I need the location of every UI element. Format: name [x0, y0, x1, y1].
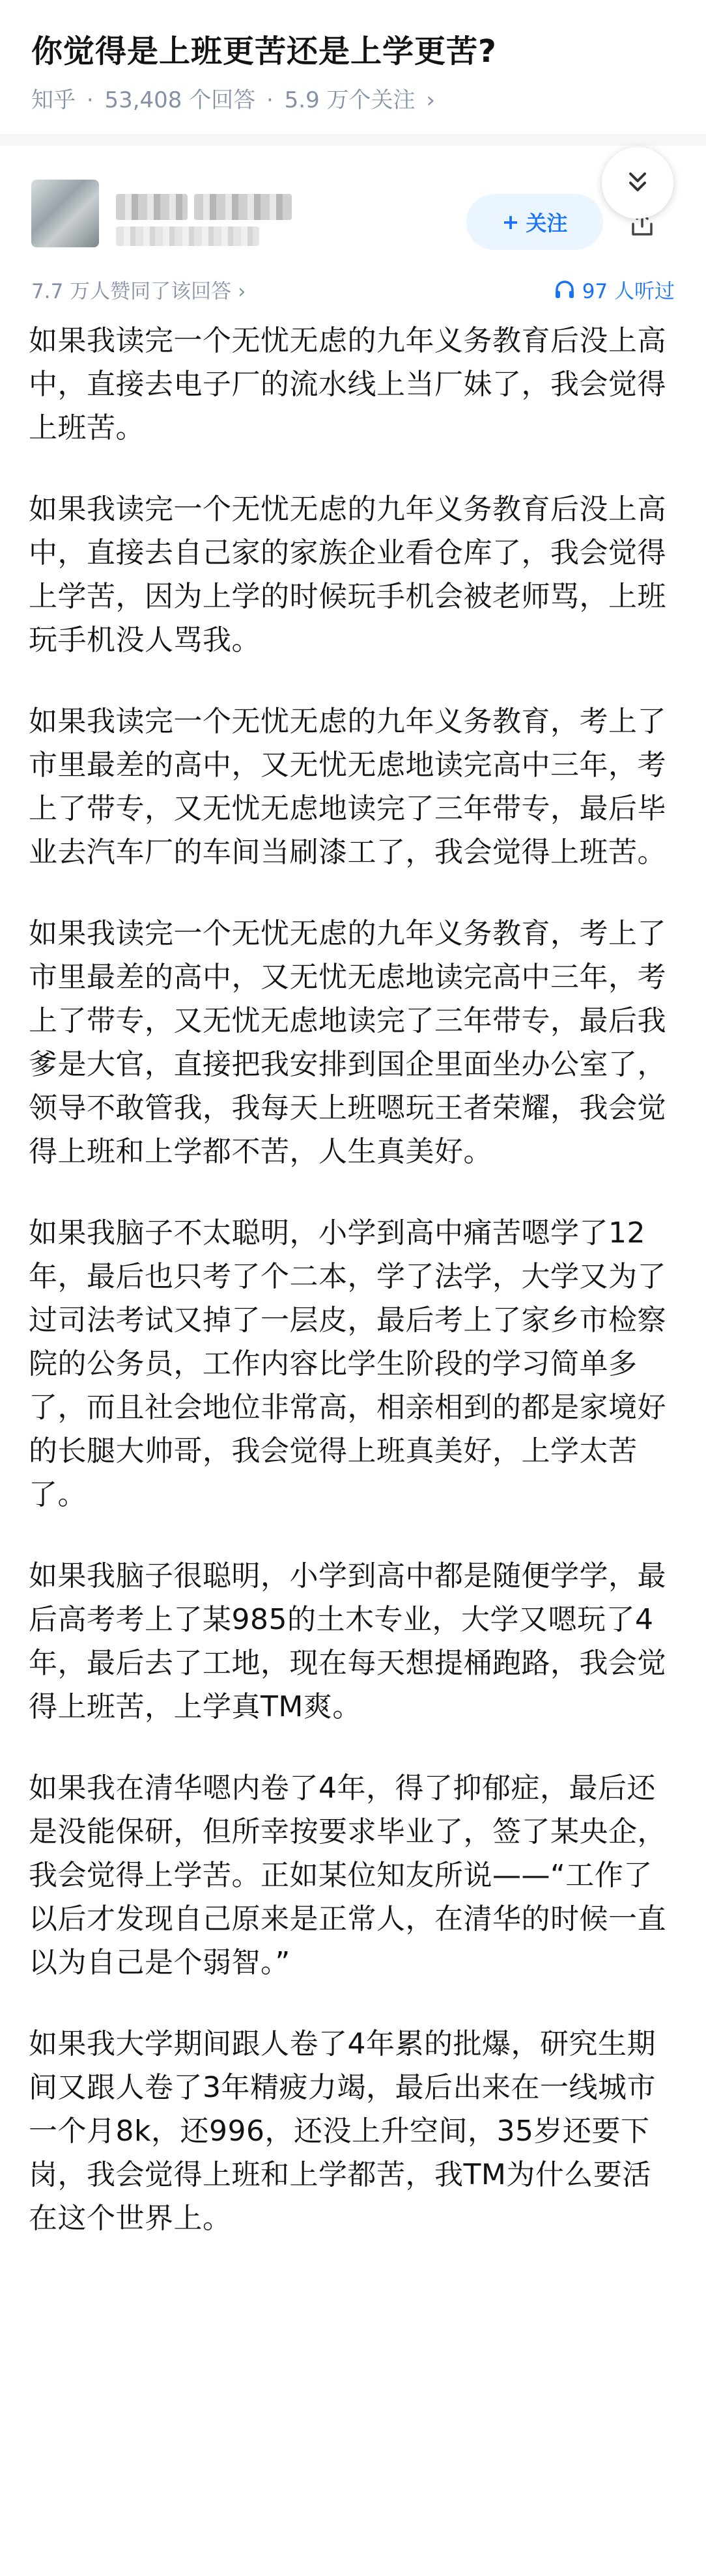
follow-button[interactable]	[466, 194, 603, 250]
answer-paragraph: 如果我大学期间跟人卷了4年累的批爆，研究生期间又跟人卷了3年精疲力竭，最后出来在一线城市一个月8k，还996，还没上升空间，35岁还要下岗，我会觉得上班和上学都苦，我TM为什么要活在这个世界上。	[29, 2027, 656, 2235]
answer-paragraph: 如果我读完一个无忧无虑的九年义务教育，考上了市里最差的高中，又无忧无虑地读完高中三年，考上了带专，又无忧无虑地读完了三年带专，最后我爹是大官，直接把我安排到国企里面坐办公室了，领导不敢管我，我每天上班嗯玩王者荣耀，我会觉得上班和上学都不苦，人生真美好。	[29, 917, 666, 1168]
answer-count: 53,408 个回答	[104, 87, 256, 113]
question-title[interactable]: 你觉得是上班更苦还是上学更苦?	[31, 33, 497, 70]
double-chevron-down-icon	[623, 169, 652, 197]
collapse-button[interactable]	[602, 147, 673, 219]
follower-count: 5.9 万个关注	[284, 87, 416, 113]
headphones-icon	[554, 279, 576, 301]
answer-paragraph: 如果我在清华嗯内卷了4年，得了抑郁症，最后还是没能保研，但所幸按要求毕业了，签了某央企，我会觉得上学苦。正如某位知友所说——“工作了以后才发现自己原来是正常人，在清华的时候一直以为自己是个弱智。”	[29, 1772, 666, 1979]
answer-paragraph: 如果我读完一个无忧无虑的九年义务教育，考上了市里最差的高中，又无忧无虑地读完高中三年，考上了带专，又无忧无虑地读完了三年带专，最后毕业去汽车厂的车间当刷漆工了，我会觉得上班苦。	[29, 705, 666, 869]
answer-paragraph: 如果我脑子很聪明，小学到高中都是随便学学，最后高考考上了某985的土木专业，大学又嗯玩了4年，最后去了工地，现在每天想提桶跑路，我会觉得上班苦，上学真TM爽。	[29, 1559, 666, 1723]
listen-count[interactable]: 97 人听过	[554, 275, 675, 304]
author-name-blurred[interactable]	[116, 193, 305, 221]
source-label: 知乎	[31, 87, 76, 113]
author-row	[0, 156, 706, 254]
answer-content	[29, 319, 680, 2278]
chevron-right-icon: ›	[238, 280, 246, 303]
follow-label: 关注	[526, 211, 568, 236]
section-divider	[0, 134, 706, 146]
question-meta[interactable]: 知乎 · 53,408 个回答 · 5.9 万个关注 ›	[31, 87, 435, 113]
upvote-summary[interactable]: 7.7 万人赞同了该回答 ›	[31, 280, 246, 303]
chevron-right-icon: ›	[426, 87, 435, 113]
answer-paragraph: 如果我读完一个无忧无虑的九年义务教育后没上高中，直接去电子厂的流水线上当厂妹了，我会觉得上班苦。	[29, 324, 666, 445]
question-header	[0, 0, 706, 130]
answer-paragraph: 如果我读完一个无忧无虑的九年义务教育后没上高中，直接去自己家的家族企业看仓库了，我会觉得上学苦，因为上学的时候玩手机会被老师骂，上班玩手机没人骂我。	[29, 493, 666, 657]
avatar[interactable]	[31, 180, 99, 247]
plus-icon: +	[501, 210, 520, 234]
author-headline-blurred	[116, 226, 259, 246]
answer-paragraph: 如果我脑子不太聪明，小学到高中痛苦嗯学了12年，最后也只考了个二本，学了法学，大学又为了过司法考试又掉了一层皮，最后考上了家乡市检察院的公务员，工作内容比学生阶段的学习简单多了，而且社会地位非常高，相亲相到的都是家境好的长腿大帅哥，我会觉得上班真美好，上学太苦了。	[29, 1216, 666, 1511]
answer-stats	[31, 275, 675, 306]
